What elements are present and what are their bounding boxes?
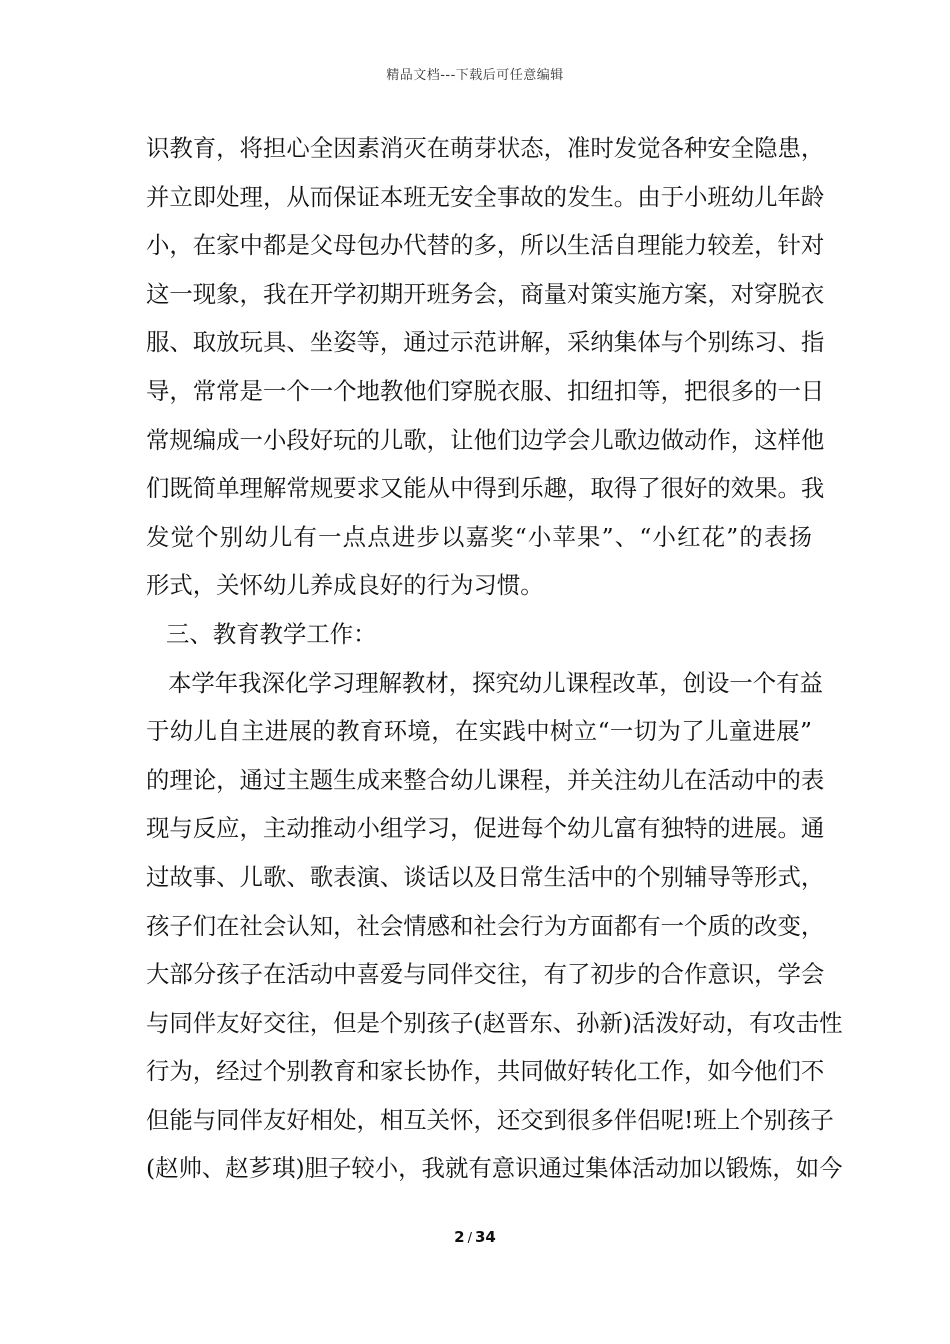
- text-line: 常规编成一小段好玩的儿歌，让他们边学会儿歌边做动作，这样他: [146, 425, 825, 454]
- page-header: 精品文档---下载后可任意编辑: [386, 68, 564, 83]
- text-line: 现与反应，主动推动小组学习，促进每个幼儿富有独特的进展。通: [146, 814, 825, 843]
- section-heading: 三、教育教学工作：: [166, 619, 377, 648]
- text-line: 于幼儿自主进展的教育环境，在实践中树立“一切为了儿童进展”: [146, 717, 812, 746]
- document-body: [146, 124, 843, 1193]
- current-page: 2: [454, 1228, 465, 1246]
- text-line: 过故事、儿歌、歌表演、谈话以及日常生活中的个别辅导等形式，: [146, 862, 825, 891]
- text-line: 服、取放玩具、坐姿等，通过示范讲解，采纳集体与个别练习、指: [146, 328, 825, 357]
- text-line: 但能与同伴友好相处，相互关怀，还交到很多伴侣呢!班上个别孩子: [146, 1105, 834, 1134]
- page-number: [0, 1228, 950, 1246]
- text-line: 发觉个别幼儿有一点点进步以嘉奖“小苹果”、“小红花”的表扬: [146, 522, 812, 551]
- text-line: 行为，经过个别教育和家长协作，共同做好转化工作，如今他们不: [146, 1057, 825, 1086]
- text-line: 本学年我深化学习理解教材，探究幼儿课程改革，创设一个有益: [168, 668, 823, 697]
- page-separator: /: [467, 1231, 472, 1246]
- total-pages: 34: [474, 1228, 496, 1246]
- text-line: 孩子们在社会认知，社会情感和社会行为方面都有一个质的改变，: [146, 911, 825, 940]
- text-line: 大部分孩子在活动中喜爱与同伴交往，有了初步的合作意识，学会: [146, 960, 825, 989]
- text-line: 们既简单理解常规要求又能从中得到乐趣，取得了很好的效果。我: [146, 474, 825, 503]
- text-line: 并立即处理，从而保证本班无安全事故的发生。由于小班幼儿年龄: [146, 182, 825, 211]
- text-line: 与同伴友好交往，但是个别孩子(赵晋东、孙新)活泼好动，有攻击性: [146, 1008, 843, 1037]
- text-line: 这一现象，我在开学初期开班务会，商量对策实施方案，对穿脱衣: [146, 279, 825, 308]
- text-line: 形式，关怀幼儿养成良好的行为习惯。: [146, 571, 544, 600]
- text-line: 导，常常是一个一个地教他们穿脱衣服、扣纽扣等，把很多的一日: [146, 376, 825, 405]
- text-line: (赵帅、赵芗琪)胆子较小，我就有意识通过集体活动加以锻炼，如今: [146, 1154, 843, 1183]
- text-line: 的理论，通过主题生成来整合幼儿课程，并关注幼儿在活动中的表: [146, 765, 825, 794]
- text-line: 小，在家中都是父母包办代替的多，所以生活自理能力较差，针对: [146, 231, 825, 260]
- text-line: 识教育，将担心全因素消灭在萌芽状态，准时发觉各种安全隐患，: [146, 134, 825, 162]
